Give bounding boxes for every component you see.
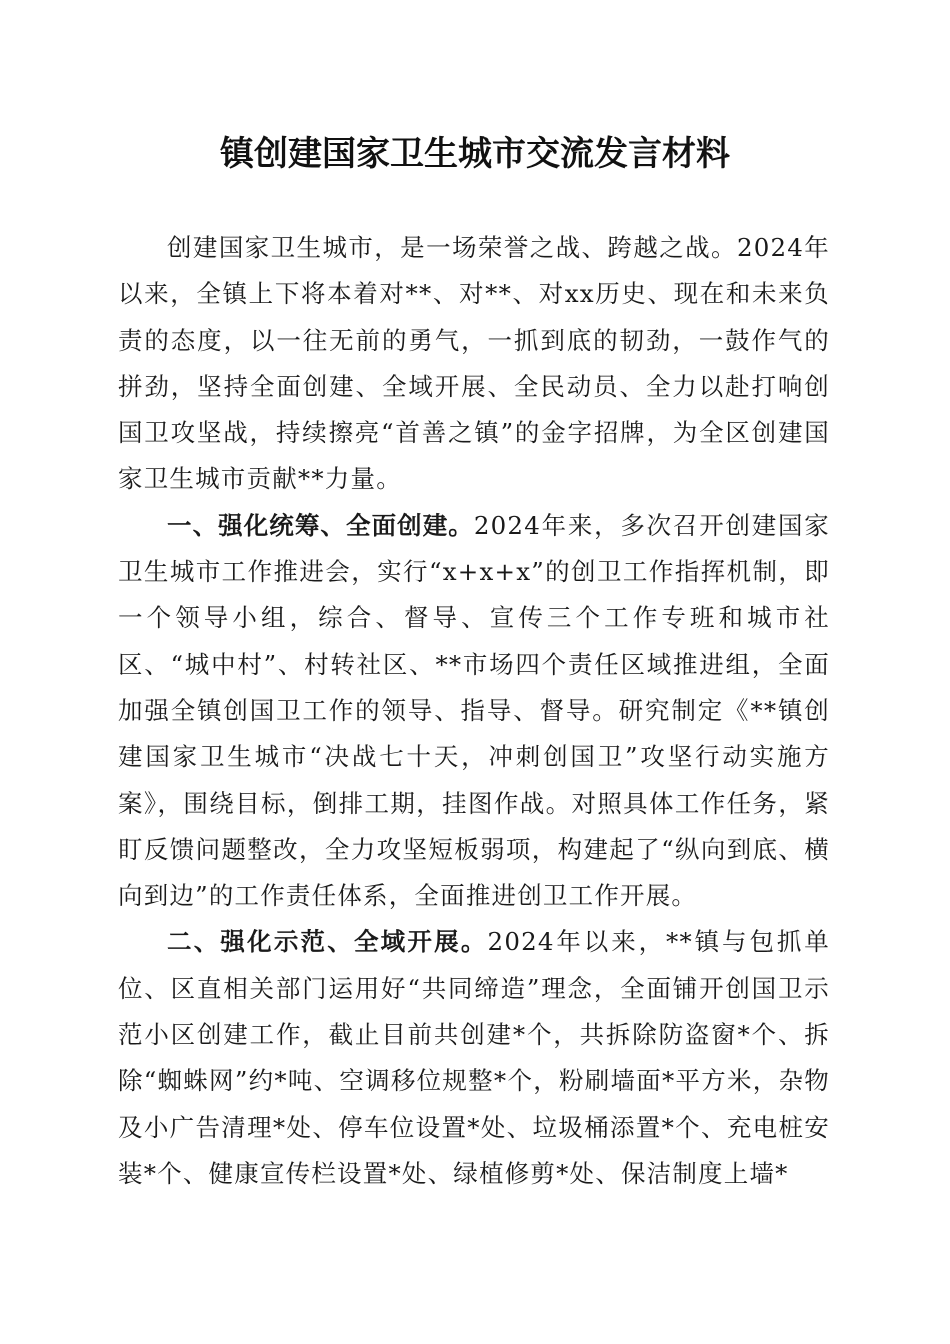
section-1-heading: 一、强化统筹、全面创建。 bbox=[167, 510, 474, 540]
section-2-text: 2024年以来，**镇与包抓单位、区直相关部门运用好“共同缔造”理念，全面铺开创国卫示范小区创建工作，截止目前共创建*个，共拆除防盗窗*个、拆除“蜘蛛网”约*吨、空调移位规整*个，粉刷墙面*平方米，杂物及小广告清理*处、停车位设置*处、垃圾桶添置*个、充电桩安装*个、健康宣传栏设置*处、绿植修剪*处、保洁制度上墙* bbox=[118, 927, 830, 1188]
section-1-text: 2024年来，多次召开创建国家卫生城市工作推进会，实行“x+x+x”的创卫工作指挥机制，即一个领导小组，综合、督导、宣传三个工作专班和城市社区、“城中村”、村转社区、**市场四个责任区域推进组，全面加强全镇创国卫工作的领导、指导、督导。研究制定《**镇创建国家卫生城市“决战七十天，冲刺创国卫”攻坚行动实施方案》，围绕目标，倒排工期，挂图作战。对照具体工作任务，紧盯反馈问题整改，全力攻坚短板弱项，构建起了“纵向到底、横向到边”的工作责任体系，全面推进创卫工作开展。 bbox=[118, 510, 830, 911]
paragraph-section-1 bbox=[118, 503, 830, 920]
paragraph-intro-text: 创建国家卫生城市，是一场荣誉之战、跨越之战。2024年以来，全镇上下将本着对**、对**、对xx历史、现在和未来负责的态度，以一往无前的勇气，一抓到底的韧劲，一鼓作气的拼劲，坚持全面创建、全域开展、全民动员、全力以赴打响创国卫攻坚战，持续擦亮“首善之镇”的金字招牌，为全区创建国家卫生城市贡献**力量。 bbox=[118, 233, 830, 494]
paragraph-section-2 bbox=[118, 919, 830, 1197]
document-title: 镇创建国家卫生城市交流发言材料 bbox=[220, 134, 730, 174]
paragraph-intro bbox=[118, 225, 830, 503]
document-body bbox=[118, 225, 830, 1197]
section-2-heading: 二、强化示范、全域开展。 bbox=[167, 927, 488, 957]
